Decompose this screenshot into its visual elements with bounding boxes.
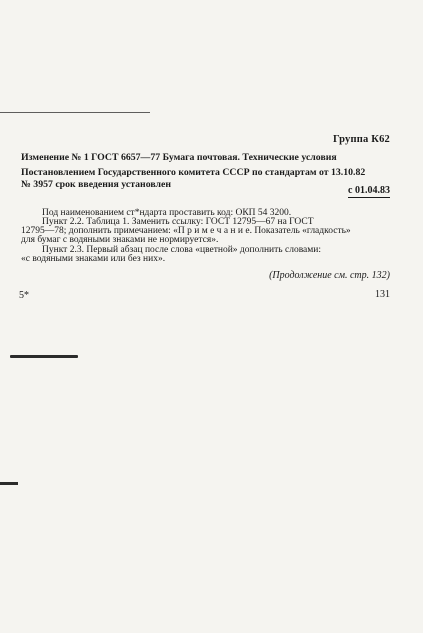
scan-mark-bottom: [0, 482, 18, 485]
group-code: Группа К62: [332, 134, 390, 145]
page-mark: 5*: [19, 290, 29, 301]
body-line-3: 12795—78; дополнить примечанием: «П р и м е ч а н и е. Показатель «гладкость»: [21, 226, 351, 236]
body-line-5: Пункт 2.3. Первый абзац после слова «цветной» дополнить словами:: [42, 245, 322, 255]
amendment-title: Изменение № 1 ГОСТ 6657—77 Бумага почтовая. Технические условия: [21, 152, 337, 163]
resolution-number: № 3957 срок введения установлен: [21, 179, 171, 190]
body-line-4: для бумаг с водяными знаками не нормируется».: [21, 235, 219, 245]
page-number: 131: [375, 289, 390, 300]
continuation-note: (Продолжение см. стр. 132): [269, 270, 390, 281]
resolution-line: Постановлением Государственного комитета СССР по стандартам от 13.10.82: [21, 167, 366, 178]
body-line-2: Пункт 2.2. Таблица 1. Заменить ссылку: ГОСТ 12795—67 на ГОСТ: [42, 217, 314, 227]
body-line-6: «с водяными знаками или без них».: [21, 254, 166, 264]
scan-line-top: [0, 112, 150, 113]
scan-mark-middle: [10, 355, 78, 358]
body-line-1: Под наименованием ст*ндарта проставить код: ОКП 54 3200.: [42, 208, 292, 218]
effective-date: с 01.04.83: [348, 185, 390, 196]
